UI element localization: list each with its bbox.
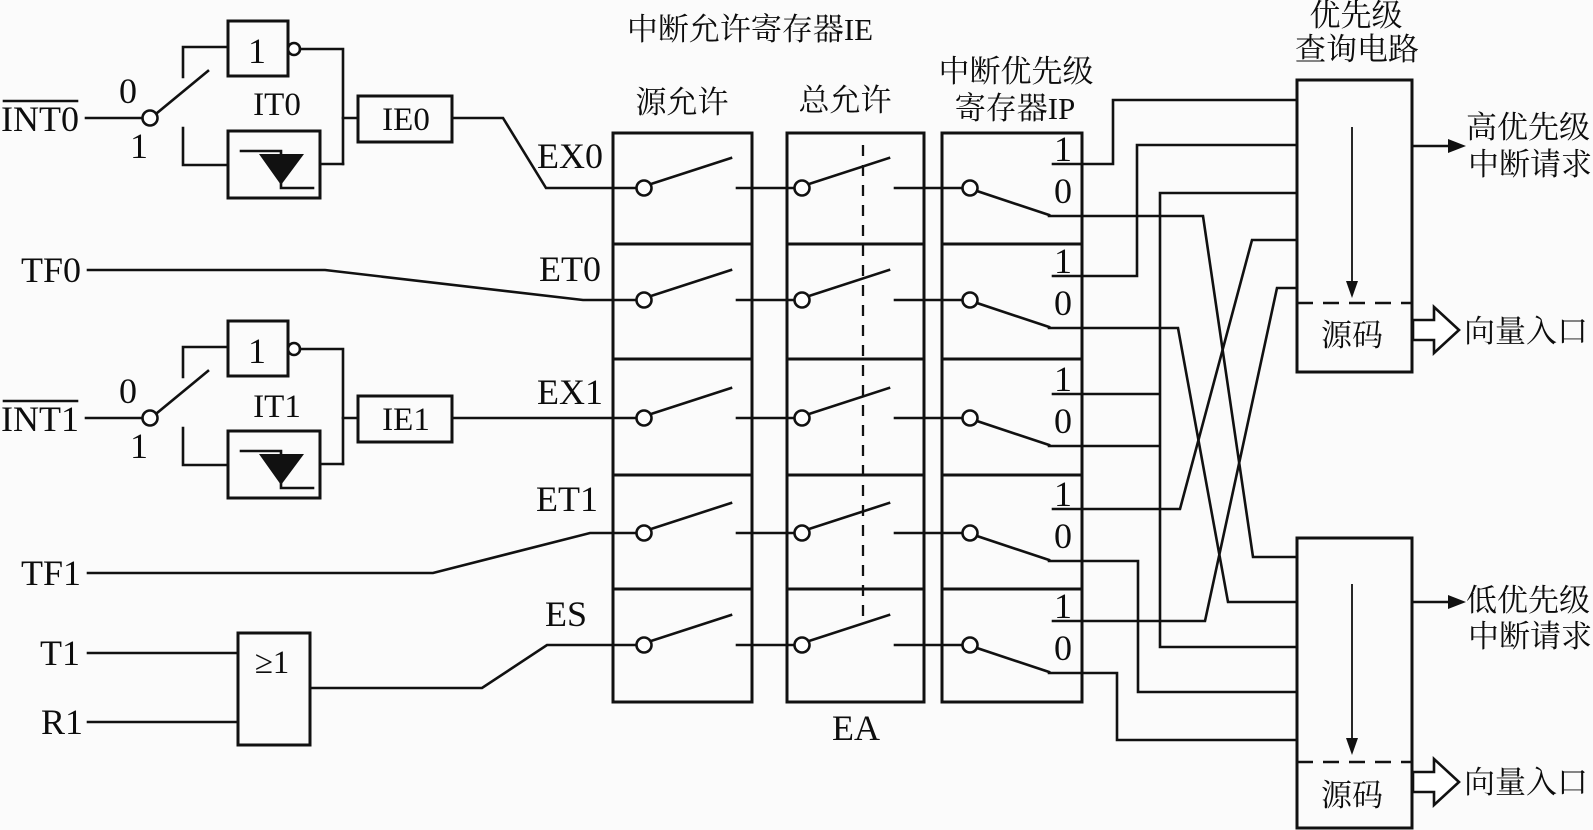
int1-pos0-label: 0 xyxy=(119,371,137,411)
it0-label: IT0 xyxy=(253,87,301,123)
ex0-source-switch-pivot xyxy=(637,181,652,196)
ex0-ip-low-label: 0 xyxy=(1054,171,1072,211)
ie0-label: IE0 xyxy=(382,102,430,138)
it1-label: IT1 xyxy=(253,389,301,425)
int1-label: INT1 xyxy=(1,399,79,439)
et0-source-switch-pivot xyxy=(637,293,652,308)
ex1-ip-low-label: 0 xyxy=(1054,401,1072,441)
row-label-ex0: EX0 xyxy=(537,136,603,176)
row-label-es: ES xyxy=(544,594,588,634)
r1-label: R1 xyxy=(40,702,84,742)
low-source-code-label: 源码 xyxy=(1321,778,1383,813)
ip-register-title-line1: 中断优先级 xyxy=(938,54,1094,89)
int1-pos1-label: 1 xyxy=(130,426,148,466)
ea-label: EA xyxy=(832,708,880,748)
et1-global-switch-pivot xyxy=(795,526,810,541)
ex1-global-switch-pivot xyxy=(795,411,810,426)
ie-register-title: 中断允许寄存器IE xyxy=(626,12,874,47)
row-label-et1: ET1 xyxy=(536,479,598,519)
ie1-label: IE1 xyxy=(382,402,430,438)
es-global-switch-pivot xyxy=(795,638,810,653)
ex0-global-switch-pivot xyxy=(795,181,810,196)
int1-switch-pivot xyxy=(143,411,158,426)
ip-register-title-line2: 寄存器IP xyxy=(954,91,1076,126)
priority-query-title-line2: 查询电路 xyxy=(1295,32,1419,67)
et0-global-switch-pivot xyxy=(795,293,810,308)
es-ip-low-label: 0 xyxy=(1054,628,1072,668)
tf1-label: TF1 xyxy=(20,553,82,593)
row-label-ex1: EX1 xyxy=(537,372,603,412)
source-enable-title: 源允许 xyxy=(635,85,729,120)
high-vector-entry-label: 向量入口 xyxy=(1464,314,1588,349)
high-request-label-line1: 高优先级 xyxy=(1466,110,1590,145)
ex1-ip-switch-pivot xyxy=(963,411,978,426)
low-request-label-line1: 低优先级 xyxy=(1466,583,1590,618)
it0-inverter-bubble-icon xyxy=(288,43,300,55)
et1-ip-switch-pivot xyxy=(963,526,978,541)
it1-inverter-bubble-icon xyxy=(288,343,300,355)
es-source-switch-pivot xyxy=(637,638,652,653)
tf0-label: TF0 xyxy=(20,250,82,290)
it0-not-gate-label: 1 xyxy=(248,31,266,71)
int0-pos0-label: 0 xyxy=(119,71,137,111)
et1-source-switch-pivot xyxy=(637,526,652,541)
et0-ip-switch-pivot xyxy=(963,293,978,308)
priority-query-title-line1: 优先级 xyxy=(1309,0,1403,33)
low-vector-entry-label: 向量入口 xyxy=(1464,765,1588,800)
it1-not-gate-label: 1 xyxy=(248,331,266,371)
global-enable-title: 总允许 xyxy=(798,83,892,118)
high-request-label-line2: 中断请求 xyxy=(1468,147,1592,182)
int0-label: INT0 xyxy=(1,99,79,139)
et0-ip-high-label: 1 xyxy=(1054,241,1072,281)
ex0-ip-high-label: 1 xyxy=(1054,129,1072,169)
es-ip-switch-pivot xyxy=(963,638,978,653)
int0-switch-pivot xyxy=(143,111,158,126)
ex1-source-switch-pivot xyxy=(637,411,652,426)
or-gate-label: ≥1 xyxy=(254,645,290,681)
high-source-code-label: 源码 xyxy=(1321,318,1383,353)
es-ip-high-label: 1 xyxy=(1054,586,1072,626)
et1-ip-low-label: 0 xyxy=(1054,516,1072,556)
int0-pos1-label: 1 xyxy=(130,126,148,166)
row-label-et0: ET0 xyxy=(539,249,601,289)
ex0-ip-switch-pivot xyxy=(963,181,978,196)
low-request-label-line2: 中断请求 xyxy=(1468,619,1592,654)
et0-ip-low-label: 0 xyxy=(1054,283,1072,323)
et1-ip-high-label: 1 xyxy=(1054,474,1072,514)
t1-label: T1 xyxy=(40,633,80,673)
ex1-ip-high-label: 1 xyxy=(1054,359,1072,399)
